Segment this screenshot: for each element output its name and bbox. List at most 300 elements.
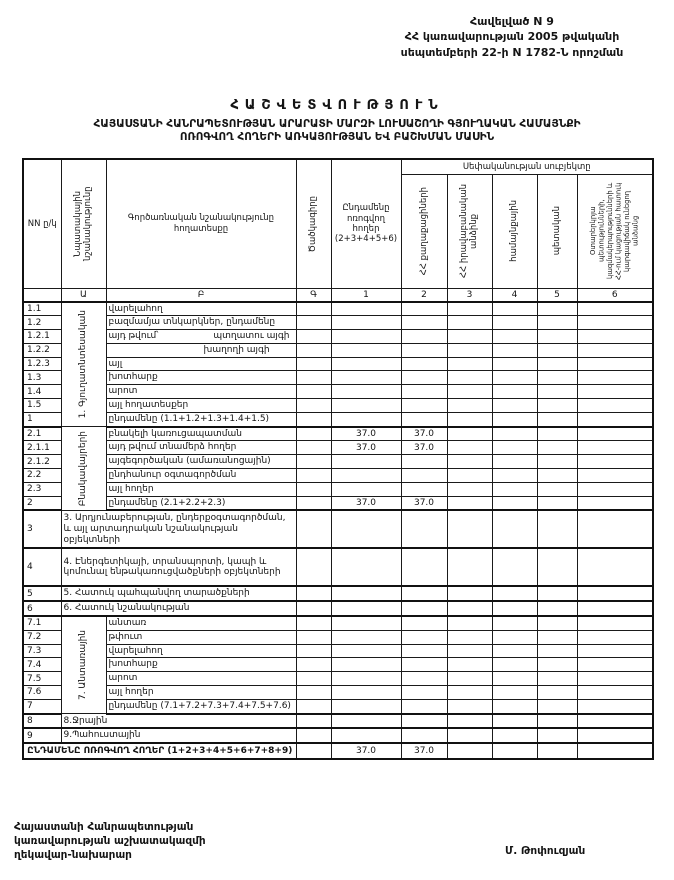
value-cell [577, 455, 653, 469]
table-row [23, 399, 653, 413]
section-label-cell [61, 427, 106, 511]
table-row [23, 601, 653, 616]
land-type-cell [106, 455, 296, 469]
appendix-line-1: Հավելված N 9 [470, 15, 554, 28]
value-cell [401, 385, 447, 399]
land-type-text: բնակելի կառուցապատման [108, 428, 242, 439]
row-number-cell: 7.5 [23, 672, 61, 686]
table-row [23, 455, 653, 469]
value-cell [401, 548, 447, 586]
header-code-label: Ծածկագիրը [308, 195, 319, 252]
value-cell [492, 686, 537, 700]
grand-total-row [23, 743, 653, 759]
value-cell [296, 510, 331, 548]
table-row [23, 586, 653, 601]
table-row [23, 482, 653, 496]
land-type-cell [106, 427, 296, 441]
table-row [23, 630, 653, 644]
value-cell [492, 658, 537, 672]
value-cell [401, 601, 447, 616]
land-type-subtext: խաղողի այգի [203, 344, 270, 355]
value-cell [492, 743, 537, 759]
header-total: Ընդամենը ոռոգվող հողեր (2+3+4+5+6) [331, 159, 401, 288]
value-cell [296, 616, 331, 630]
value-cell [401, 330, 447, 344]
value-cell [331, 658, 401, 672]
land-type-subtext: պտղատու այգի [213, 331, 290, 342]
value-cell [401, 412, 447, 426]
table-header [23, 159, 653, 302]
value-cell [537, 616, 577, 630]
land-type-text: թփուտ [108, 631, 143, 642]
land-type-cell [106, 644, 296, 658]
value-cell: 37.0 [331, 427, 401, 441]
row-number-cell: 1.1 [23, 302, 61, 316]
value-cell [296, 357, 331, 371]
value-cell [401, 482, 447, 496]
value-cell [296, 644, 331, 658]
table-row [23, 302, 653, 316]
value-cell [577, 357, 653, 371]
land-type-text: 6. Հատուկ նշանակության [63, 603, 190, 614]
land-type-text: անտառ [108, 618, 147, 629]
value-cell [296, 699, 331, 713]
value-cell [447, 330, 492, 344]
value-cell [492, 357, 537, 371]
table-row [23, 699, 653, 713]
value-cell [401, 455, 447, 469]
value-cell [537, 412, 577, 426]
land-type-text: ընդամենը (1.1+1.2+1.3+1.4+1.5) [108, 413, 270, 424]
value-cell [401, 357, 447, 371]
value-cell [401, 510, 447, 548]
owner-state-label: պետական [551, 206, 562, 256]
value-cell [492, 385, 537, 399]
section-label: Բնակավայրերի [78, 430, 89, 507]
land-type-text: այլ հողատեսքեր [108, 400, 189, 411]
table-row [23, 385, 653, 399]
table-row [23, 357, 653, 371]
land-type-text: վարելահող [108, 645, 163, 656]
value-cell [401, 714, 447, 729]
letter-cell: 2 [401, 288, 447, 302]
land-type-cell [106, 371, 296, 385]
value-cell [331, 548, 401, 586]
value-cell [577, 586, 653, 601]
appendix-line-3: սեպտեմբերի 22-ի N 1782-Ն որոշման [400, 45, 624, 59]
row-number-cell: 7 [23, 699, 61, 713]
row-number-cell: 2.1.1 [23, 441, 61, 455]
table-row [23, 316, 653, 330]
value-cell [577, 699, 653, 713]
value-cell [331, 630, 401, 644]
land-type-text: 5. Հատուկ պահպանվող տարածքների [63, 588, 250, 599]
value-cell [401, 644, 447, 658]
land-type-text: ընդամենը (2.1+2.2+2.3) [108, 497, 226, 508]
row-number-cell: 8 [23, 714, 61, 729]
table-row [23, 371, 653, 385]
header-functional: Գործառնական նշանակությունը հողատեսքը [106, 159, 296, 288]
table-row [23, 644, 653, 658]
land-type-text: 4. Էներգետիկայի, տրանսպորտի, կապի և կոմունալ ենթակառուցվածքների օբյեկտների [63, 556, 281, 578]
land-type-text: 8.Ջրային [63, 715, 108, 726]
land-type-text: բազմամյա տնկարկներ, ընդամենը [108, 317, 276, 328]
value-cell [447, 644, 492, 658]
land-type-text: ընդամենը (7.1+7.2+7.3+7.4+7.5+7.6) [108, 700, 291, 711]
value-cell [492, 496, 537, 510]
value-cell [401, 728, 447, 743]
value-cell [401, 672, 447, 686]
value-cell: 37.0 [331, 743, 401, 759]
row-number-cell: 3 [23, 510, 61, 548]
value-cell [331, 412, 401, 426]
value-cell [401, 302, 447, 316]
header-owner-state [537, 174, 577, 288]
value-cell [331, 672, 401, 686]
value-cell: 37.0 [331, 441, 401, 455]
value-cell [537, 343, 577, 357]
value-cell [577, 482, 653, 496]
table-row [23, 728, 653, 743]
land-type-text: այգեգործական (ամառանոցային) [108, 456, 271, 467]
row-number-cell: 4 [23, 548, 61, 586]
value-cell [447, 728, 492, 743]
value-cell [537, 548, 577, 586]
owner-foreign-label: Օտարերկրյա պետությունների, կազմակերպությունների և ՀՀ-ում կացության հատուկ կարգավիճակ ունեցող անձանց [589, 182, 640, 280]
land-type-cell [106, 482, 296, 496]
value-cell [492, 616, 537, 630]
value-cell [577, 427, 653, 441]
value-cell [577, 510, 653, 548]
value-cell [447, 601, 492, 616]
value-cell [492, 644, 537, 658]
value-cell [447, 441, 492, 455]
land-type-cell [106, 441, 296, 455]
value-cell [296, 482, 331, 496]
header-code [296, 159, 331, 288]
letter-cell: Գ [296, 288, 331, 302]
value-cell [537, 385, 577, 399]
land-type-cell [61, 548, 296, 586]
footer-block [14, 820, 206, 863]
value-cell [447, 548, 492, 586]
value-cell [537, 357, 577, 371]
footer-line-2: կառավարության աշխատակազմի [14, 835, 206, 848]
land-type-cell [106, 469, 296, 483]
value-cell [447, 469, 492, 483]
value-cell [577, 302, 653, 316]
value-cell [401, 686, 447, 700]
value-cell [577, 343, 653, 357]
value-cell [401, 371, 447, 385]
land-type-cell [106, 496, 296, 510]
value-cell [331, 644, 401, 658]
value-cell [331, 728, 401, 743]
section-label: 7. Անտառային [78, 630, 89, 701]
value-cell [401, 630, 447, 644]
row-number-cell: 2.3 [23, 482, 61, 496]
value-cell [577, 644, 653, 658]
table-row [23, 496, 653, 510]
header-nn: NN ը/կ [23, 159, 61, 288]
value-cell [537, 714, 577, 729]
land-type-cell [106, 330, 296, 344]
value-cell [537, 601, 577, 616]
value-cell [577, 316, 653, 330]
land-type-text: խոտհարք [108, 659, 158, 670]
value-cell [537, 743, 577, 759]
value-cell [296, 302, 331, 316]
value-cell [331, 686, 401, 700]
value-cell [447, 714, 492, 729]
value-cell [401, 343, 447, 357]
row-number-cell: 6 [23, 601, 61, 616]
value-cell [331, 455, 401, 469]
value-cell [492, 412, 537, 426]
value-cell [296, 412, 331, 426]
value-cell [537, 482, 577, 496]
value-cell [331, 385, 401, 399]
row-number-cell: 1.3 [23, 371, 61, 385]
value-cell [447, 412, 492, 426]
land-type-text: այլ հողեր [108, 687, 154, 698]
section-label: 1. Գյուղատնտեսական [78, 310, 89, 419]
value-cell [401, 699, 447, 713]
land-type-cell [106, 357, 296, 371]
value-cell [577, 743, 653, 759]
row-number-cell: 7.2 [23, 630, 61, 644]
value-cell [296, 672, 331, 686]
value-cell [492, 302, 537, 316]
value-cell [537, 658, 577, 672]
row-number-cell: 7.4 [23, 658, 61, 672]
value-cell [447, 385, 492, 399]
value-cell [447, 510, 492, 548]
value-cell [577, 728, 653, 743]
value-cell [577, 496, 653, 510]
value-cell [492, 427, 537, 441]
row-number-cell: 2.1.2 [23, 455, 61, 469]
subtitle-line-2: ՈՌՈԳՎՈՂ ՀՈՂԵՐԻ ԱՌԿԱՅՈՒԹՅԱՆ ԵՎ ԲԱՇԽՄԱՆ ՄԱՍԻՆ [179, 131, 495, 144]
row-number-cell: 5 [23, 586, 61, 601]
owner-citizens-label: ՀՀ քաղաքացիների [418, 186, 429, 276]
value-cell [492, 482, 537, 496]
value-cell [577, 601, 653, 616]
value-cell [447, 371, 492, 385]
value-cell [296, 496, 331, 510]
value-cell [537, 586, 577, 601]
value-cell [447, 316, 492, 330]
value-cell [537, 728, 577, 743]
row-number-cell: 1.2 [23, 316, 61, 330]
value-cell [296, 728, 331, 743]
land-type-text: խոտհարք [108, 372, 158, 383]
value-cell [492, 510, 537, 548]
value-cell [577, 658, 653, 672]
letter-cell: 5 [537, 288, 577, 302]
value-cell: 37.0 [401, 427, 447, 441]
row-number-cell: 9 [23, 728, 61, 743]
value-cell [331, 316, 401, 330]
footer-line-1: Հայաստանի Հանրապետության [14, 821, 194, 833]
land-type-cell [106, 399, 296, 413]
value-cell [537, 399, 577, 413]
subtitle-line-1: ՀԱՅԱՍՏԱՆԻ ՀԱՆՐԱՊԵՏՈՒԹՅԱՆ ԱՐԱՐԱՏԻ ՄԱՐԶԻ ԼՈՒՍԱՇՈՂԻ ԳՅՈՒՂԱԿԱՆ ՀԱՄԱՅՆՔԻ [93, 118, 581, 130]
value-cell [296, 441, 331, 455]
value-cell [331, 399, 401, 413]
value-cell [331, 469, 401, 483]
land-type-cell [61, 510, 296, 548]
value-cell [537, 699, 577, 713]
value-cell [577, 399, 653, 413]
value-cell [296, 371, 331, 385]
land-type-cell [106, 343, 296, 357]
value-cell [447, 427, 492, 441]
value-cell [447, 616, 492, 630]
footer-line-3: ղեկավար-նախարար [14, 849, 132, 862]
value-cell [537, 644, 577, 658]
row-number-cell: 7.1 [23, 616, 61, 630]
value-cell [401, 316, 447, 330]
land-type-text: ընդհանուր օգտագործման [108, 470, 237, 481]
section-label-cell [61, 302, 106, 427]
value-cell [331, 699, 401, 713]
value-cell [537, 630, 577, 644]
value-cell [492, 441, 537, 455]
table-row [23, 343, 653, 357]
value-cell [296, 686, 331, 700]
value-cell [296, 399, 331, 413]
value-cell [537, 455, 577, 469]
header-owner-legal [447, 174, 492, 288]
value-cell [331, 586, 401, 601]
value-cell [447, 630, 492, 644]
value-cell [492, 469, 537, 483]
value-cell [331, 302, 401, 316]
value-cell [537, 427, 577, 441]
value-cell [492, 371, 537, 385]
row-number-cell: 1.2.3 [23, 357, 61, 371]
table-body [23, 302, 653, 760]
section-label-cell [61, 616, 106, 714]
value-cell [401, 658, 447, 672]
value-cell [492, 601, 537, 616]
land-type-cell [106, 302, 296, 316]
value-cell [296, 455, 331, 469]
land-type-cell [106, 316, 296, 330]
header-purpose [61, 159, 106, 288]
land-type-cell [106, 672, 296, 686]
value-cell [577, 441, 653, 455]
value-cell [447, 686, 492, 700]
land-type-cell [61, 714, 296, 729]
table-row [23, 686, 653, 700]
value-cell [577, 616, 653, 630]
value-cell [296, 316, 331, 330]
value-cell [577, 714, 653, 729]
row-number-cell: 1 [23, 412, 61, 426]
value-cell [401, 616, 447, 630]
land-type-cell [61, 601, 296, 616]
value-cell [537, 330, 577, 344]
value-cell [296, 586, 331, 601]
value-cell [447, 302, 492, 316]
table-row [23, 441, 653, 455]
value-cell [447, 399, 492, 413]
land-type-text: այլ [108, 358, 123, 369]
value-cell: 37.0 [401, 441, 447, 455]
value-cell [492, 399, 537, 413]
land-type-text: արոտ [108, 386, 138, 397]
row-number-cell: 1.5 [23, 399, 61, 413]
value-cell [577, 548, 653, 586]
value-cell [447, 672, 492, 686]
land-type-cell [106, 658, 296, 672]
header-owner-foreign [577, 174, 653, 288]
value-cell [331, 601, 401, 616]
value-cell [331, 510, 401, 548]
value-cell: 37.0 [401, 496, 447, 510]
table-row [23, 427, 653, 441]
row-number-cell: 7.6 [23, 686, 61, 700]
value-cell [537, 316, 577, 330]
owner-community-label: համայնքային [509, 200, 520, 262]
value-cell: 37.0 [401, 743, 447, 759]
value-cell [296, 548, 331, 586]
value-cell [537, 441, 577, 455]
row-number-cell: 7.3 [23, 644, 61, 658]
value-cell [296, 469, 331, 483]
land-type-text: այդ թվում տնամերձ հողեր [108, 442, 237, 453]
value-cell [401, 469, 447, 483]
value-cell [296, 630, 331, 644]
appendix-line-2: ՀՀ կառավարության 2005 թվականի [404, 30, 620, 44]
value-cell [296, 330, 331, 344]
value-cell [296, 714, 331, 729]
value-cell [537, 672, 577, 686]
land-type-cell [106, 412, 296, 426]
page-title: ՀԱՇՎԵՏՎՈՒԹՅՈՒՆ [230, 98, 444, 113]
letter-cell: 6 [577, 288, 653, 302]
table-row [23, 548, 653, 586]
value-cell [492, 714, 537, 729]
value-cell [537, 686, 577, 700]
value-cell [447, 357, 492, 371]
letter-cell: Բ [106, 288, 296, 302]
header-owner-citizens [401, 174, 447, 288]
table-row [23, 330, 653, 344]
land-type-cell [106, 616, 296, 630]
land-type-text: արոտ [108, 673, 138, 684]
value-cell: 37.0 [331, 496, 401, 510]
value-cell [331, 330, 401, 344]
land-type-cell [106, 630, 296, 644]
value-cell [577, 371, 653, 385]
value-cell [577, 686, 653, 700]
value-cell [296, 658, 331, 672]
value-cell [447, 455, 492, 469]
header-ownership-group: Սեփականության սուբյեկտը [401, 159, 653, 174]
row-number-cell: 1.2.2 [23, 343, 61, 357]
owner-legal-label: ՀՀ իրավաբանական անձինք [459, 184, 480, 278]
letter-cell: Ա [61, 288, 106, 302]
land-type-cell [61, 586, 296, 601]
value-cell [537, 496, 577, 510]
value-cell [577, 412, 653, 426]
value-cell [537, 302, 577, 316]
value-cell [447, 699, 492, 713]
value-cell [537, 510, 577, 548]
